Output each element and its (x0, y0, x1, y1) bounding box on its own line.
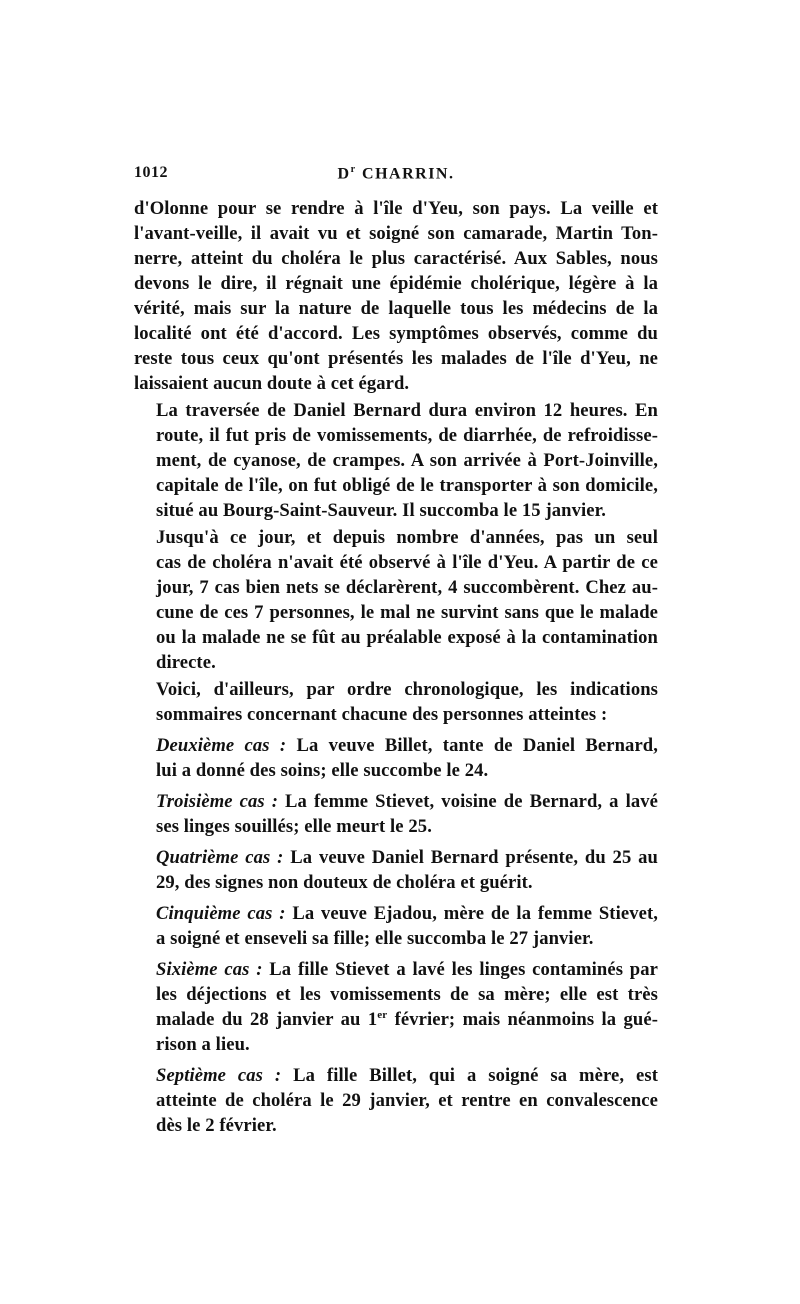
text-line: devons le dire, il régnait une épidémie cholérique, légère à la (134, 273, 658, 294)
text-line: Sixième cas : La fille Stievet a lavé les linges contaminés par (156, 959, 658, 980)
text-line: ses linges souillés; elle meurt le 25. (156, 816, 432, 837)
text-line: localité ont été d'accord. Les symptômes observés, comme du (134, 323, 658, 344)
page-body (134, 196, 658, 1138)
text-line: Troisième cas : La femme Stievet, voisine de Bernard, a lavé (156, 791, 658, 812)
text-line: d'Olonne pour se rendre à l'île d'Yeu, son pays. La veille et (134, 198, 658, 219)
author-prefix: D (337, 165, 351, 183)
text-line: Jusqu'à ce jour, et depuis nombre d'années, pas un seul (156, 527, 658, 548)
case-2 (134, 733, 658, 783)
author-name: CHARRIN. (362, 165, 455, 183)
case-title: Cinquième cas : (156, 903, 286, 924)
text-line: directe. (156, 652, 216, 673)
text-line: nerre, atteint du choléra le plus caractérisé. Aux Sables, nous (134, 248, 658, 269)
text-line: Cinquième cas : La veuve Ejadou, mère de la femme Stievet, (156, 903, 658, 924)
text-line: capitale de l'île, on fut obligé de le transporter à son domicile, (156, 475, 658, 496)
text-line: Deuxième cas : La veuve Billet, tante de Daniel Bernard, (156, 735, 658, 756)
paragraph-crossing (134, 398, 658, 523)
text-line: vérité, mais sur la nature de laquelle tous les médecins de la (134, 298, 658, 319)
text-line: Voici, d'ailleurs, par ordre chronologique, les indications (156, 679, 658, 700)
text-line: atteinte de choléra le 29 janvier, et rentre en convalescence (156, 1090, 658, 1111)
text-line: cune de ces 7 personnes, le mal ne survint sans que le malade (156, 602, 658, 623)
text-line: lui a donné des soins; elle succombe le 24. (156, 760, 489, 781)
case-title: Troisième cas : (156, 791, 279, 812)
text-line: Quatrième cas : La veuve Daniel Bernard présente, du 25 au (156, 847, 658, 868)
text-line: ou la malade ne se fût au préalable exposé à la contamination (156, 627, 658, 648)
paragraph-cases-summary (134, 525, 658, 675)
case-title: Quatrième cas : (156, 847, 284, 868)
ordinal-sup: er (377, 1009, 388, 1021)
text-line: les déjections et les vomissements de sa mère; elle est très (156, 984, 658, 1005)
text-line: malade du 28 janvier au 1er février; mais néanmoins la gué- (156, 1009, 658, 1030)
paragraph-continuation (134, 196, 658, 396)
author-sup: r (350, 164, 357, 175)
text-line: 29, des signes non douteux de choléra et guérit. (156, 872, 533, 893)
text-line: jour, 7 cas bien nets se déclarèrent, 4 succombèrent. Chez au- (156, 577, 658, 598)
running-head (134, 164, 658, 183)
case-3 (134, 789, 658, 839)
text-line: cas de choléra n'avait été observé à l'île d'Yeu. A partir de ce (156, 552, 658, 573)
text-line: rison a lieu. (156, 1034, 250, 1055)
case-title: Septième cas : (156, 1065, 282, 1086)
page-number: 1012 (134, 164, 168, 181)
case-5 (134, 901, 658, 951)
paragraph-intro-list (134, 677, 658, 727)
text-line: ment, de cyanose, de crampes. A son arrivée à Port-Joinville, (156, 450, 658, 471)
text-line: l'avant-veille, il avait vu et soigné son camarade, Martin Ton- (134, 223, 658, 244)
text-line: Septième cas : La fille Billet, qui a soigné sa mère, est (156, 1065, 658, 1086)
text-line: La traversée de Daniel Bernard dura environ 12 heures. En (156, 400, 658, 421)
text-line: route, il fut pris de vomissements, de diarrhée, de refroidisse- (156, 425, 658, 446)
text-line: sommaires concernant chacune des personnes atteintes : (156, 704, 608, 725)
text-line: a soigné et enseveli sa fille; elle succomba le 27 janvier. (156, 928, 594, 949)
text-line: reste tous ceux qu'ont présentés les malades de l'île d'Yeu, ne (134, 348, 658, 369)
case-4 (134, 845, 658, 895)
text-line: situé au Bourg-Saint-Sauveur. Il succomba le 15 janvier. (156, 500, 606, 521)
text-line: laissaient aucun doute à cet égard. (134, 373, 410, 394)
page-header (134, 164, 658, 186)
text-line: dès le 2 février. (156, 1115, 277, 1136)
case-title: Deuxième cas : (156, 735, 287, 756)
case-7 (134, 1063, 658, 1138)
case-title: Sixième cas : (156, 959, 263, 980)
case-6 (134, 957, 658, 1057)
